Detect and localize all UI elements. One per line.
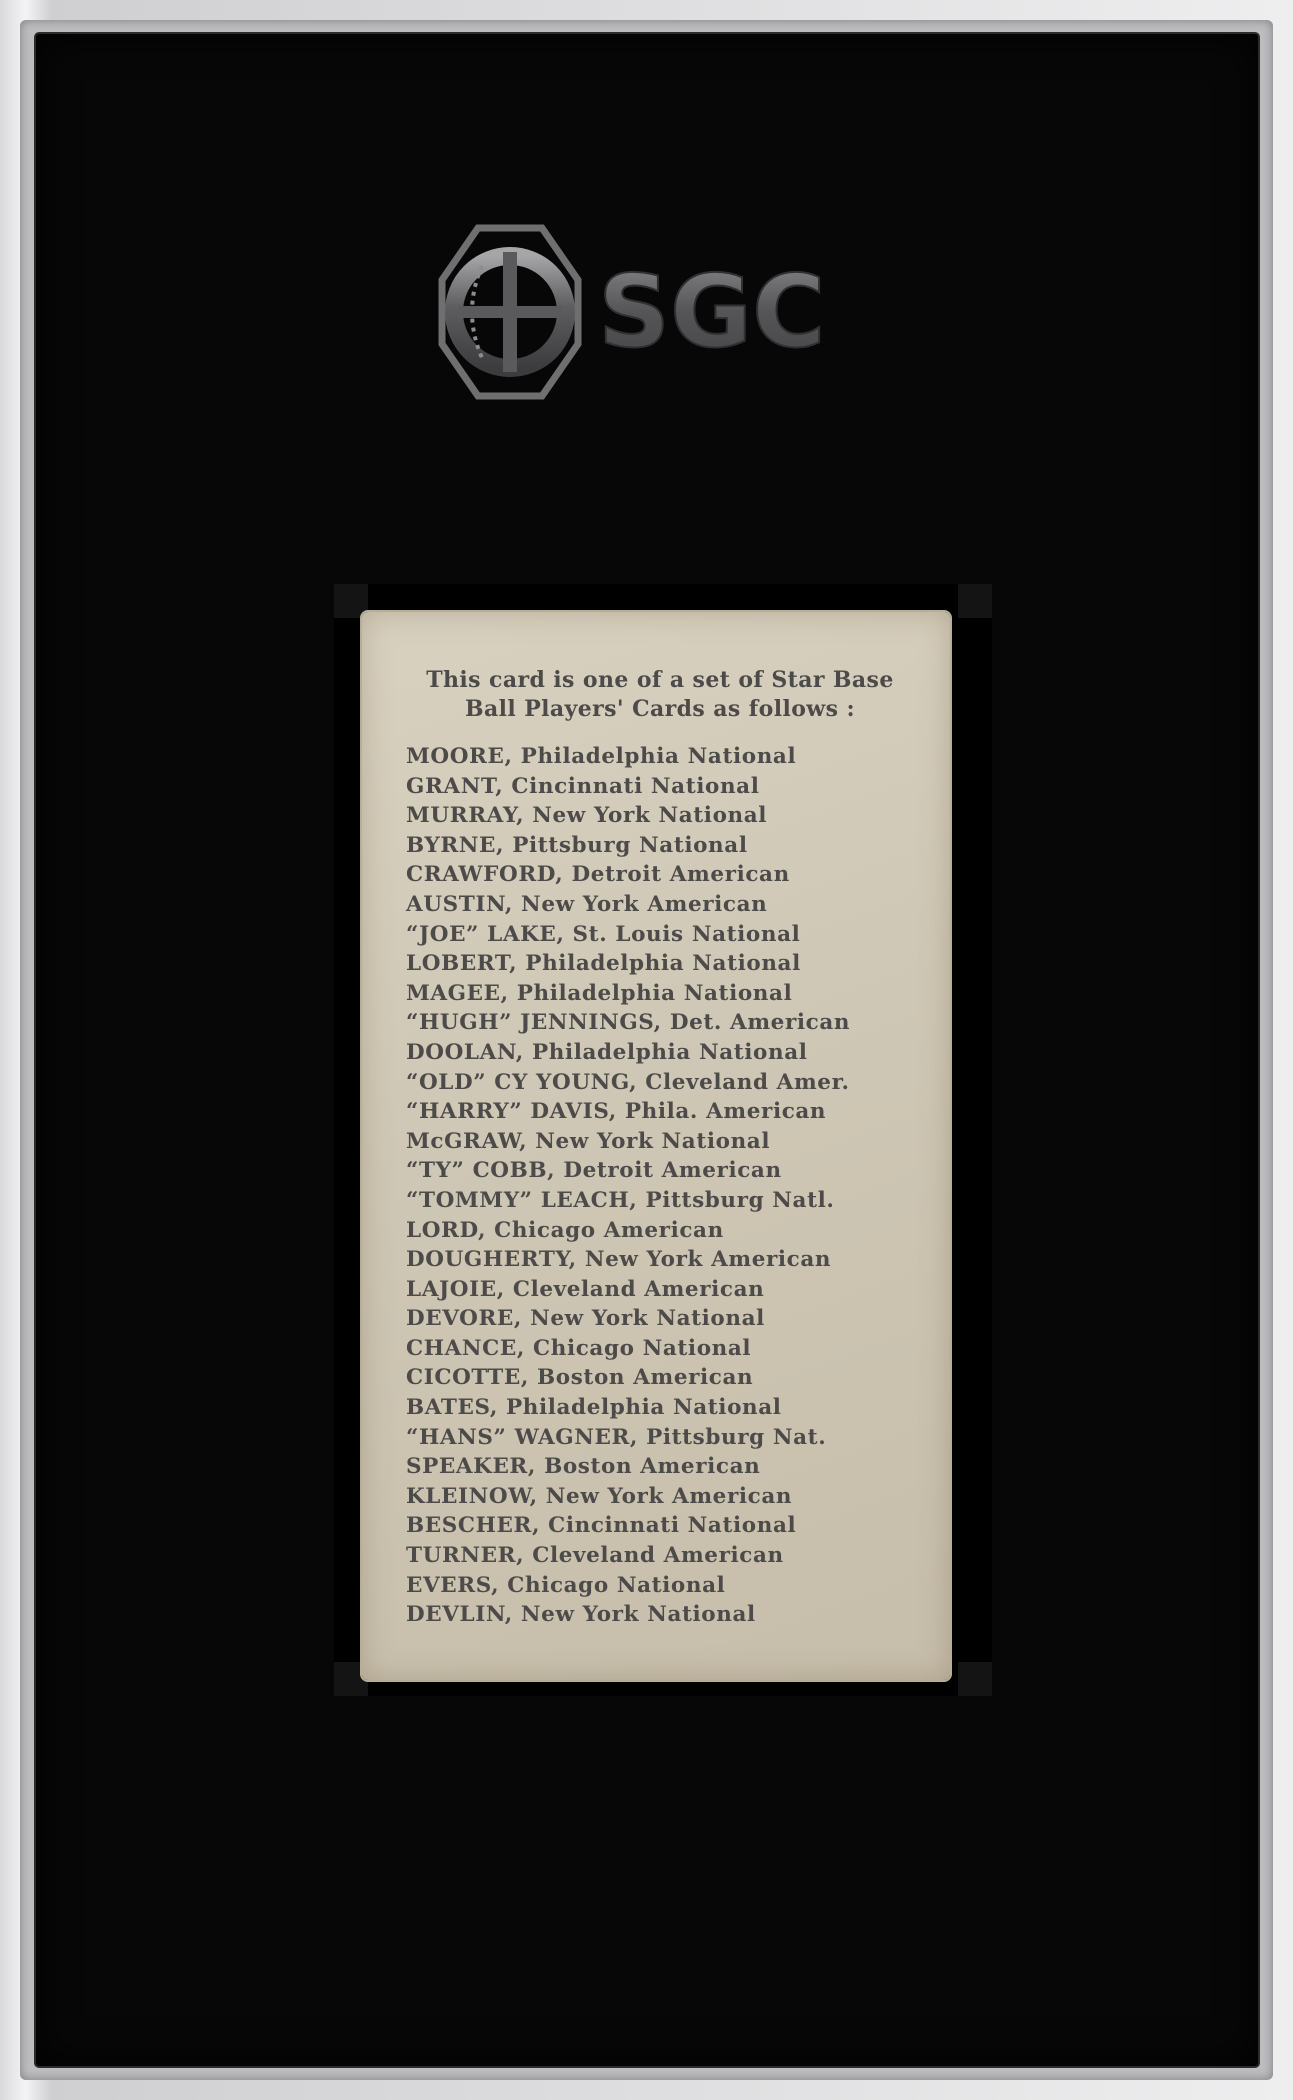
player-list-item: AUSTIN, New York American [406, 891, 768, 917]
card-heading-line: This card is one of a set of Star Base [426, 667, 894, 693]
player-list-item: CHANCE, Chicago National [406, 1335, 752, 1361]
holder-notch [958, 584, 992, 618]
player-list-item: “TY” COBB, Detroit American [406, 1158, 782, 1184]
player-list-item: BESCHER, Cincinnati National [406, 1513, 797, 1539]
player-list-item: “JOE” LAKE, St. Louis National [406, 921, 801, 947]
player-list-item: DEVLIN, New York National [406, 1602, 756, 1628]
player-list-item: “OLD” CY YOUNG, Cleveland Amer. [406, 1069, 850, 1095]
card-heading-line: Ball Players' Cards as follows : [464, 696, 856, 722]
player-list-item: DEVORE, New York National [406, 1306, 765, 1332]
player-list-item: BATES, Philadelphia National [406, 1395, 782, 1421]
holder-notch [958, 1662, 992, 1696]
player-list-item: “HANS” WAGNER, Pittsburg Nat. [406, 1424, 827, 1450]
player-list-item: CRAWFORD, Detroit American [406, 862, 790, 888]
player-list-item: BYRNE, Pittsburg National [406, 832, 748, 858]
sgc-logo-text: SGC [598, 253, 826, 370]
player-list-item: MOORE, Philadelphia National [406, 744, 797, 769]
card-heading [390, 666, 930, 724]
player-list-item: CICOTTE, Boston American [406, 1365, 754, 1391]
player-list-item: “TOMMY” LEACH, Pittsburg Natl. [406, 1187, 835, 1213]
player-list-item: SPEAKER, Boston American [406, 1454, 761, 1480]
sgc-logo [428, 222, 880, 402]
player-list-item: GRANT, Cincinnati National [406, 773, 760, 799]
player-list-item: LAJOIE, Cleveland American [406, 1276, 765, 1302]
player-list-item: “HUGH” JENNINGS, Det. American [406, 1010, 851, 1036]
player-list-item: DOUGHERTY, New York American [406, 1247, 832, 1273]
player-list-item: EVERS, Chicago National [406, 1572, 726, 1598]
player-list-item: DOOLAN, Philadelphia National [406, 1039, 808, 1065]
player-list-item: LORD, Chicago American [406, 1217, 724, 1243]
baseball-hexagon-icon [428, 222, 880, 402]
baseball-card-back [362, 612, 950, 1680]
player-list-item: McGRAW, New York National [406, 1128, 771, 1154]
player-list-item: KLEINOW, New York American [406, 1483, 793, 1509]
player-list-item: TURNER, Cleveland American [406, 1543, 784, 1569]
player-list-item: LOBERT, Philadelphia National [406, 951, 801, 977]
card-text [362, 612, 950, 1680]
player-list-item: “HARRY” DAVIS, Phila. American [406, 1099, 827, 1125]
player-list-item: MURRAY, New York National [406, 803, 768, 829]
player-list [406, 742, 850, 1630]
player-list-item: MAGEE, Philadelphia National [406, 980, 793, 1006]
